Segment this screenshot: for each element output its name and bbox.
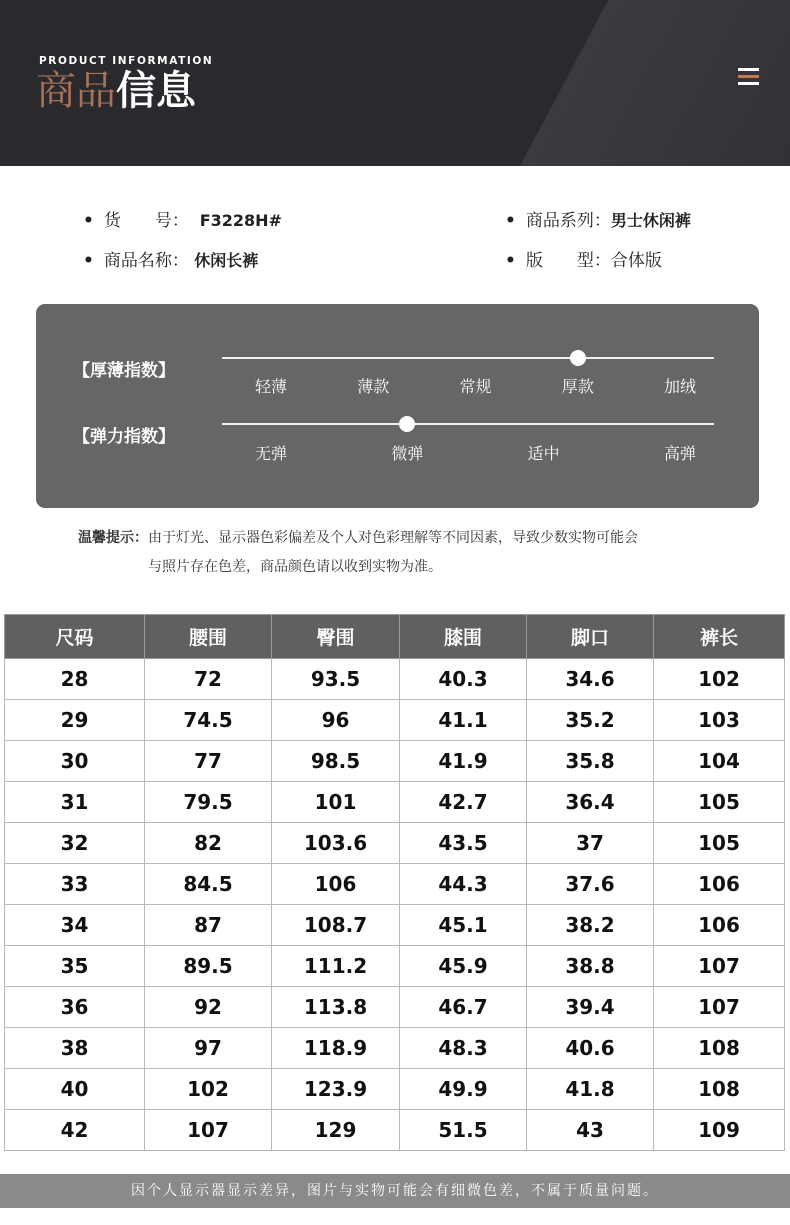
tip-text-1: 由于灯光、显示器色彩偏差及个人对色彩理解等不同因素，导致少数实物可能会	[148, 530, 638, 546]
table-cell: 43	[527, 1110, 654, 1151]
elasticity-scale-line	[222, 423, 714, 425]
table-cell: 45.1	[400, 905, 527, 946]
table-cell: 129	[272, 1110, 400, 1151]
table-cell: 74.5	[145, 700, 272, 741]
tip-line-1	[78, 527, 638, 547]
thickness-option: 厚款	[561, 377, 594, 396]
size-table-header-cell: 裤长	[654, 615, 785, 659]
table-cell: 32	[5, 823, 145, 864]
table-cell: 101	[272, 782, 400, 823]
table-cell: 107	[654, 946, 785, 987]
bullet-icon: •	[83, 211, 94, 231]
table-cell: 36	[5, 987, 145, 1028]
table-cell: 77	[145, 741, 272, 782]
table-cell: 38	[5, 1028, 145, 1069]
size-table	[4, 614, 785, 1151]
table-cell: 28	[5, 659, 145, 700]
table-row	[5, 782, 785, 823]
table-cell: 38.2	[527, 905, 654, 946]
table-cell: 108.7	[272, 905, 400, 946]
table-cell: 46.7	[400, 987, 527, 1028]
thickness-scale-line	[222, 357, 714, 359]
table-cell: 41.8	[527, 1069, 654, 1110]
fit-label: 版 型：	[525, 251, 611, 271]
table-cell: 41.9	[400, 741, 527, 782]
thickness-option: 轻薄	[254, 377, 288, 396]
table-cell: 40.6	[527, 1028, 654, 1069]
page-title-part2: 信息	[116, 68, 196, 114]
elasticity-index-label: 【弹力指数】	[73, 427, 175, 447]
info-fit	[505, 246, 662, 271]
info-product-name	[83, 246, 258, 271]
table-cell: 113.8	[272, 987, 400, 1028]
thickness-scale-knob	[570, 350, 586, 366]
fit-value: 合体版	[610, 251, 662, 271]
footer-disclaimer: 因个人显示器显示差异，图片与实物可能会有细微色差，不属于质量问题。	[0, 1174, 790, 1208]
header-banner	[0, 0, 790, 166]
table-cell: 29	[5, 700, 145, 741]
info-item-number	[83, 206, 282, 231]
indices-panel	[36, 304, 759, 508]
menu-icon	[738, 68, 759, 86]
table-row	[5, 864, 785, 905]
table-cell: 48.3	[400, 1028, 527, 1069]
table-cell: 108	[654, 1069, 785, 1110]
table-cell: 123.9	[272, 1069, 400, 1110]
table-cell: 39.4	[527, 987, 654, 1028]
table-cell: 96	[272, 700, 400, 741]
size-table-header-cell: 臀围	[272, 615, 400, 659]
table-cell: 87	[145, 905, 272, 946]
bullet-icon: •	[505, 211, 516, 231]
size-table-header	[5, 615, 785, 659]
table-row	[5, 1110, 785, 1151]
elasticity-option: 适中	[527, 444, 560, 463]
table-cell: 107	[654, 987, 785, 1028]
tip-label: 温馨提示：	[78, 530, 148, 546]
table-cell: 34.6	[527, 659, 654, 700]
page-title-part1: 商品	[36, 68, 116, 114]
table-cell: 51.5	[400, 1110, 527, 1151]
table-cell: 105	[654, 782, 785, 823]
elasticity-scale-knob	[399, 416, 415, 432]
elasticity-option: 无弹	[254, 444, 288, 463]
table-cell: 105	[654, 823, 785, 864]
table-cell: 104	[654, 741, 785, 782]
item-number-label: 货 号：	[103, 211, 189, 231]
table-cell: 106	[272, 864, 400, 905]
table-cell: 40	[5, 1069, 145, 1110]
thickness-option: 薄款	[357, 377, 390, 396]
table-cell: 109	[654, 1110, 785, 1151]
item-number-value: F3228H#	[199, 211, 282, 230]
table-cell: 41.1	[400, 700, 527, 741]
table-cell: 35.2	[527, 700, 654, 741]
table-cell: 42.7	[400, 782, 527, 823]
table-cell: 31	[5, 782, 145, 823]
table-cell: 30	[5, 741, 145, 782]
table-cell: 72	[145, 659, 272, 700]
table-cell: 45.9	[400, 946, 527, 987]
table-cell: 84.5	[145, 864, 272, 905]
table-cell: 106	[654, 864, 785, 905]
table-cell: 102	[654, 659, 785, 700]
table-row	[5, 1069, 785, 1110]
table-row	[5, 905, 785, 946]
tip-text-2: 与照片存在色差，商品颜色请以收到实物为准。	[148, 559, 442, 575]
thickness-option: 常规	[459, 377, 492, 396]
table-cell: 103	[654, 700, 785, 741]
table-cell: 89.5	[145, 946, 272, 987]
page-title	[36, 68, 196, 114]
table-cell: 118.9	[272, 1028, 400, 1069]
table-cell: 38.8	[527, 946, 654, 987]
size-table-header-cell: 膝围	[400, 615, 527, 659]
table-cell: 106	[654, 905, 785, 946]
table-cell: 43.5	[400, 823, 527, 864]
table-cell: 82	[145, 823, 272, 864]
table-cell: 102	[145, 1069, 272, 1110]
table-cell: 79.5	[145, 782, 272, 823]
table-cell: 33	[5, 864, 145, 905]
table-cell: 107	[145, 1110, 272, 1151]
product-name-label: 商品名称：	[103, 251, 189, 271]
product-series-label: 商品系列：	[525, 211, 611, 231]
table-cell: 35.8	[527, 741, 654, 782]
table-cell: 34	[5, 905, 145, 946]
table-cell: 108	[654, 1028, 785, 1069]
table-row	[5, 659, 785, 700]
table-cell: 49.9	[400, 1069, 527, 1110]
table-cell: 111.2	[272, 946, 400, 987]
table-cell: 42	[5, 1110, 145, 1151]
header-subtitle: PRODUCT INFORMATION	[39, 55, 214, 67]
table-cell: 37.6	[527, 864, 654, 905]
table-cell: 37	[527, 823, 654, 864]
table-cell: 35	[5, 946, 145, 987]
size-table-header-cell: 脚口	[527, 615, 654, 659]
info-product-series	[505, 206, 691, 231]
table-row	[5, 741, 785, 782]
tip-line-2	[148, 556, 442, 576]
table-row	[5, 946, 785, 987]
table-cell: 36.4	[527, 782, 654, 823]
table-cell: 98.5	[272, 741, 400, 782]
table-row	[5, 700, 785, 741]
table-row	[5, 987, 785, 1028]
table-cell: 97	[145, 1028, 272, 1069]
table-cell: 93.5	[272, 659, 400, 700]
table-cell: 44.3	[400, 864, 527, 905]
table-row	[5, 823, 785, 864]
bullet-icon: •	[83, 251, 94, 271]
elasticity-option: 高弹	[663, 444, 697, 463]
table-cell: 40.3	[400, 659, 527, 700]
product-series-value: 男士休闲裤	[610, 211, 691, 230]
table-row	[5, 1028, 785, 1069]
table-cell: 92	[145, 987, 272, 1028]
thickness-index-label: 【厚薄指数】	[73, 361, 175, 381]
elasticity-option: 微弹	[391, 444, 424, 463]
bullet-icon: •	[505, 251, 516, 271]
thickness-option: 加绒	[663, 377, 697, 396]
size-table-header-cell: 腰围	[145, 615, 272, 659]
size-table-header-cell: 尺码	[5, 615, 145, 659]
table-cell: 103.6	[272, 823, 400, 864]
product-name-value: 休闲长裤	[194, 251, 259, 270]
